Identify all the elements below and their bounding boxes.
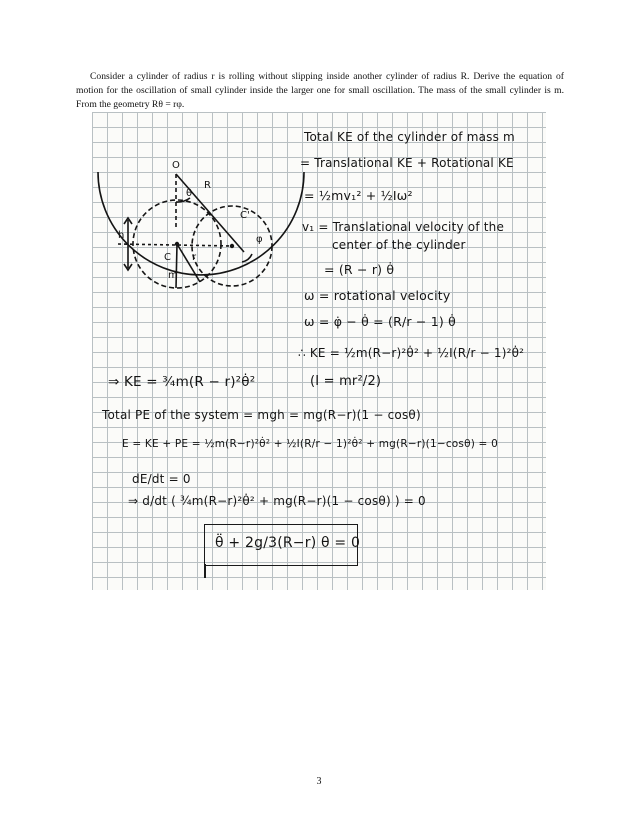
- note-line-1: Total KE of the cylinder of mass m: [304, 130, 515, 144]
- small-radius-line: [176, 244, 177, 288]
- note-line-10: ⇒ KE = ¾m(R − r)²θ̇²: [108, 374, 256, 390]
- note-line-5: center of the cylinder: [332, 238, 466, 252]
- label-m: m: [168, 270, 178, 281]
- label-R: R: [204, 180, 211, 191]
- note-line-13: E = KE + PE = ½m(R−r)²θ̇² + ½I(R/r − 1)²θ̇² + mg(R−r)(1−cosθ) = 0: [122, 438, 498, 450]
- label-h: h: [118, 230, 125, 241]
- label-C: C: [164, 252, 171, 263]
- note-line-9: ∴ KE = ½m(R−r)²θ̇² + ½I(R/r − 1)²θ̇²: [298, 346, 525, 360]
- result-equation: θ̈ + 2g/3(R−r) θ = 0: [215, 535, 361, 551]
- result-box: [204, 524, 361, 566]
- note-line-2: = Translational KE + Rotational KE: [300, 156, 514, 170]
- label-C-prime: C': [240, 210, 250, 221]
- phi-angle-arc: [242, 254, 252, 262]
- handwritten-notes-sheet: [92, 112, 546, 590]
- label-theta: θ: [186, 188, 193, 199]
- note-line-15: ⇒ d/dt ( ¾m(R−r)²θ̇² + mg(R−r)(1 − cosθ) ) = 0: [128, 494, 426, 508]
- rolling-cylinder-diagram: [92, 112, 307, 302]
- label-O: O: [172, 160, 180, 171]
- page-number: 3: [316, 776, 322, 787]
- result-box-stem: [204, 564, 206, 578]
- note-line-6: = (R − r) θ̇: [324, 262, 395, 277]
- note-line-12: Total PE of the system = mgh = mg(R−r)(1 − cosθ): [102, 408, 421, 422]
- center-C-prime-point: [230, 244, 234, 248]
- note-line-11: (I = mr²/2): [310, 374, 382, 389]
- note-line-14: dE/dt = 0: [132, 472, 191, 486]
- note-line-7: ω = rotational velocity: [304, 288, 451, 303]
- label-r: r: [192, 252, 197, 263]
- label-phi: φ: [256, 234, 263, 245]
- center-C-point: [175, 242, 179, 246]
- problem-statement: Consider a cylinder of radius r is rolling without slipping inside another cylinder of radius R. Derive the equation of motion for the oscillation of small cylinder inside the larger one for small oscillation. The mass of the small cylinder is m. From the geometry Rθ = rφ.: [76, 71, 564, 110]
- outer-cylinder-arc: [98, 172, 304, 275]
- note-line-4: v₁ = Translational velocity of the: [302, 220, 505, 234]
- note-line-8: ω = φ̇ − θ̇ = (R/r − 1) θ̇: [304, 314, 457, 329]
- note-line-3: = ½mv₁² + ½Iω²: [304, 188, 413, 203]
